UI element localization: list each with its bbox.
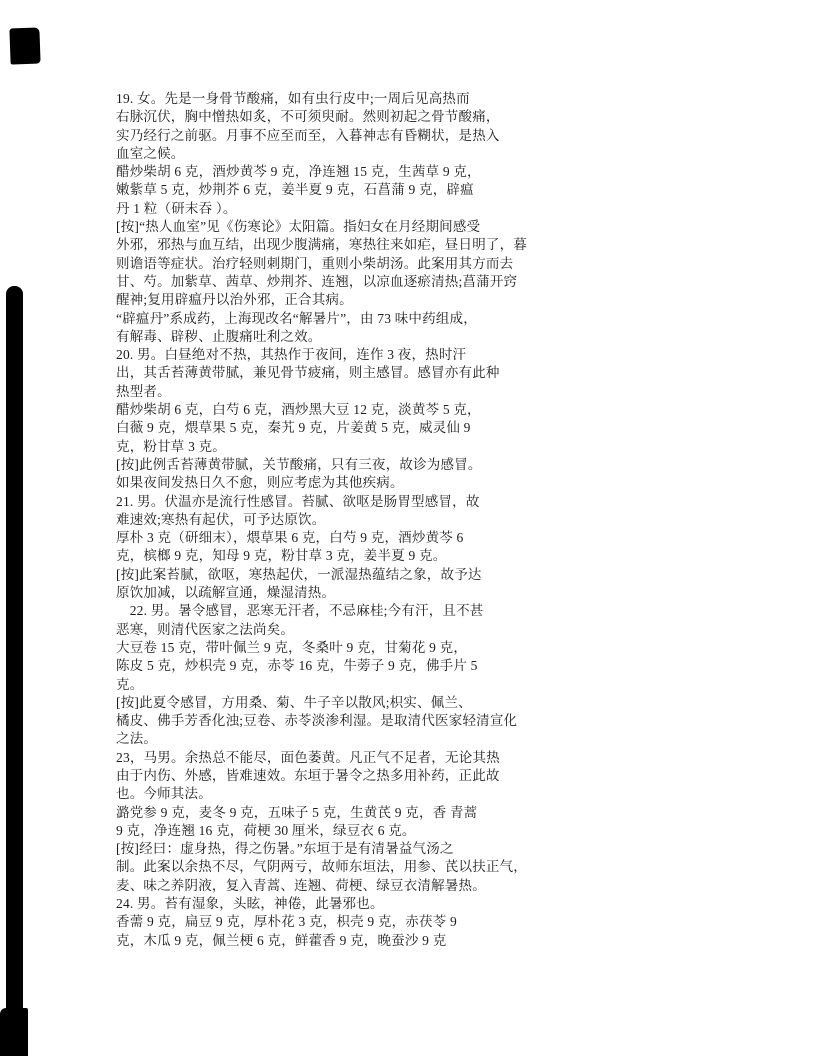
text-line: 9 克，净连翘 16 克，荷梗 30 厘米，绿豆衣 6 克。 bbox=[116, 822, 416, 838]
text-line: 甘、芍。加紫草、茜草、炒荆芥、连翘，以凉血逐瘀清热;菖蒲开窍 bbox=[116, 273, 518, 289]
text-line: 如果夜间发热日久不愈，则应考虑为其他疾病。 bbox=[116, 475, 404, 491]
scan-ink-bar-bottom-left bbox=[0, 1008, 28, 1056]
text-line: 由于内伤、外感，皆难速效。东垣于暑令之热多用补药，正此故 bbox=[116, 767, 500, 783]
text-line: 大豆卷 15 克，带叶佩兰 9 克，冬桑叶 9 克，甘菊花 9 克， bbox=[116, 639, 468, 655]
text-line: 制。此案以余热不尽，气阴两亏，故师东垣法，用参、芪以扶正气， bbox=[116, 859, 527, 875]
text-line: 克。 bbox=[116, 676, 144, 692]
text-line: 19. 女。先是一身骨节酸痛，如有虫行皮中;一周后见高热而 bbox=[116, 91, 470, 106]
text-line: 21. 男。伏温亦是流行性感冒。苔腻、欲呕是肠胃型感冒，故 bbox=[116, 493, 480, 509]
text-line: 醋炒柴胡 6 克，酒炒黄芩 9 克，净连翘 15 克，生茜草 9 克， bbox=[116, 164, 481, 180]
text-line: 难速效;寒热有起伏，可予达原饮。 bbox=[116, 511, 326, 527]
text-line: 22. 男。暑令感冒，恶寒无汗者，不忌麻桂;今有汗，且不甚 bbox=[116, 603, 484, 619]
scan-ink-blot-top-left bbox=[9, 27, 40, 64]
text-line: 出，其舌苔薄黄带腻，兼见骨节疲痛，则主感冒。感冒亦有此种 bbox=[116, 365, 500, 381]
text-line: 外邪，邪热与血互结，出现少腹满痛，寒热往来如疟，昼日明了，暮 bbox=[116, 237, 527, 253]
text-line: 则谵语等症状。治疗轻则刺期门，重则小柴胡汤。此案用其方而去 bbox=[116, 255, 514, 271]
text-line: 麦、味之养阴液，复入青蒿、连翘、荷梗、绿豆衣清解暑热。 bbox=[116, 877, 486, 893]
text-line: 之法。 bbox=[116, 731, 158, 747]
text-line: 恶寒，则清代医家之法尚矣。 bbox=[116, 621, 295, 637]
text-line: 有解毒、辟秽、止腹痛吐利之效。 bbox=[116, 328, 322, 344]
text-line: [按]此案苔腻，欲呕，寒热起伏，一派湿热蕴结之象，故予达 bbox=[116, 566, 482, 582]
text-line: 嫩紫草 5 克，炒荆芥 6 克，姜半夏 9 克，石菖蒲 9 克，辟瘟 bbox=[116, 182, 474, 198]
text-line: 右脉沉伏，胸中憎热如炙，不可须臾耐。然则初起之骨节酸痛， bbox=[116, 109, 500, 125]
document-text-block bbox=[116, 90, 556, 950]
text-line: 香薷 9 克，扁豆 9 克，厚朴花 3 克，枳壳 9 克，赤茯苓 9 bbox=[116, 914, 457, 930]
text-line: 血室之候。 bbox=[116, 145, 185, 161]
text-line: 也。今师其法。 bbox=[116, 786, 212, 802]
text-line: [按]此夏令感冒，方用桑、菊、牛子辛以散风;枳实、佩兰、 bbox=[116, 694, 472, 710]
text-line: 23，马男。余热总不能尽，面色萎黄。凡正气不足者，无论其热 bbox=[116, 749, 500, 765]
text-line: [按]“热人血室”见《伤寒论》太阳篇。指妇女在月经期间感受 bbox=[116, 219, 481, 235]
text-line: 醒神;复用辟瘟丹以治外邪，正合其病。 bbox=[116, 292, 353, 308]
text-line: 醋炒柴胡 6 克，白芍 6 克，酒炒黑大豆 12 克，淡黄芩 5 克， bbox=[116, 402, 481, 418]
scan-ink-bar-left-edge bbox=[6, 286, 23, 1056]
text-line: 丹 1 粒（研末吞 ）。 bbox=[116, 200, 237, 216]
text-line: 橘皮、佛手芳香化浊;豆卷、赤苓淡渗利湿。是取清代医家轻清宣化 bbox=[116, 713, 518, 729]
text-line: 克，槟榔 9 克，知母 9 克，粉甘草 3 克，姜半夏 9 克。 bbox=[116, 548, 447, 564]
text-line: 实乃经行之前驱。月事不应至而至，入暮神志有昏糊状，是热入 bbox=[116, 127, 500, 143]
text-line: 厚朴 3 克（研细末），煨草果 6 克，白芍 9 克，酒炒黄芩 6 bbox=[116, 530, 464, 546]
text-line: 白薇 9 克，煨草果 5 克，秦艽 9 克，片姜黄 5 克，威灵仙 9 bbox=[116, 420, 471, 436]
text-line: 克，粉甘草 3 克。 bbox=[116, 438, 226, 454]
text-line: 原饮加减，以疏解宣通，燥湿清热。 bbox=[116, 585, 336, 601]
text-line: 20. 男。白昼绝对不热，其热作于夜间，连作 3 夜，热时汗 bbox=[116, 347, 467, 363]
text-line: [按]此例舌苔薄黄带腻，关节酸痛，只有三夜，故诊为感冒。 bbox=[116, 456, 482, 472]
text-line: 热型者。 bbox=[116, 383, 171, 399]
text-line: [按]经曰：虚身热，得之伤暑。”东垣于是有清暑益气汤之 bbox=[116, 841, 454, 857]
text-line: 24. 男。苔有湿象，头眩，神倦，此暑邪也。 bbox=[116, 896, 384, 912]
text-line: 陈皮 5 克，炒枳壳 9 克，赤苓 16 克，牛蒡子 9 克，佛手片 5 bbox=[116, 658, 478, 674]
text-line: “辟瘟丹”系成药，上海现改名“解暑片”，由 73 味中药组成， bbox=[116, 310, 477, 326]
text-line: 克，木瓜 9 克，佩兰梗 6 克，鲜藿香 9 克，晚蚕沙 9 克 bbox=[116, 932, 447, 948]
text-line: 潞党参 9 克，麦冬 9 克，五味子 5 克，生黄芪 9 克，香 青蒿 bbox=[116, 804, 478, 820]
